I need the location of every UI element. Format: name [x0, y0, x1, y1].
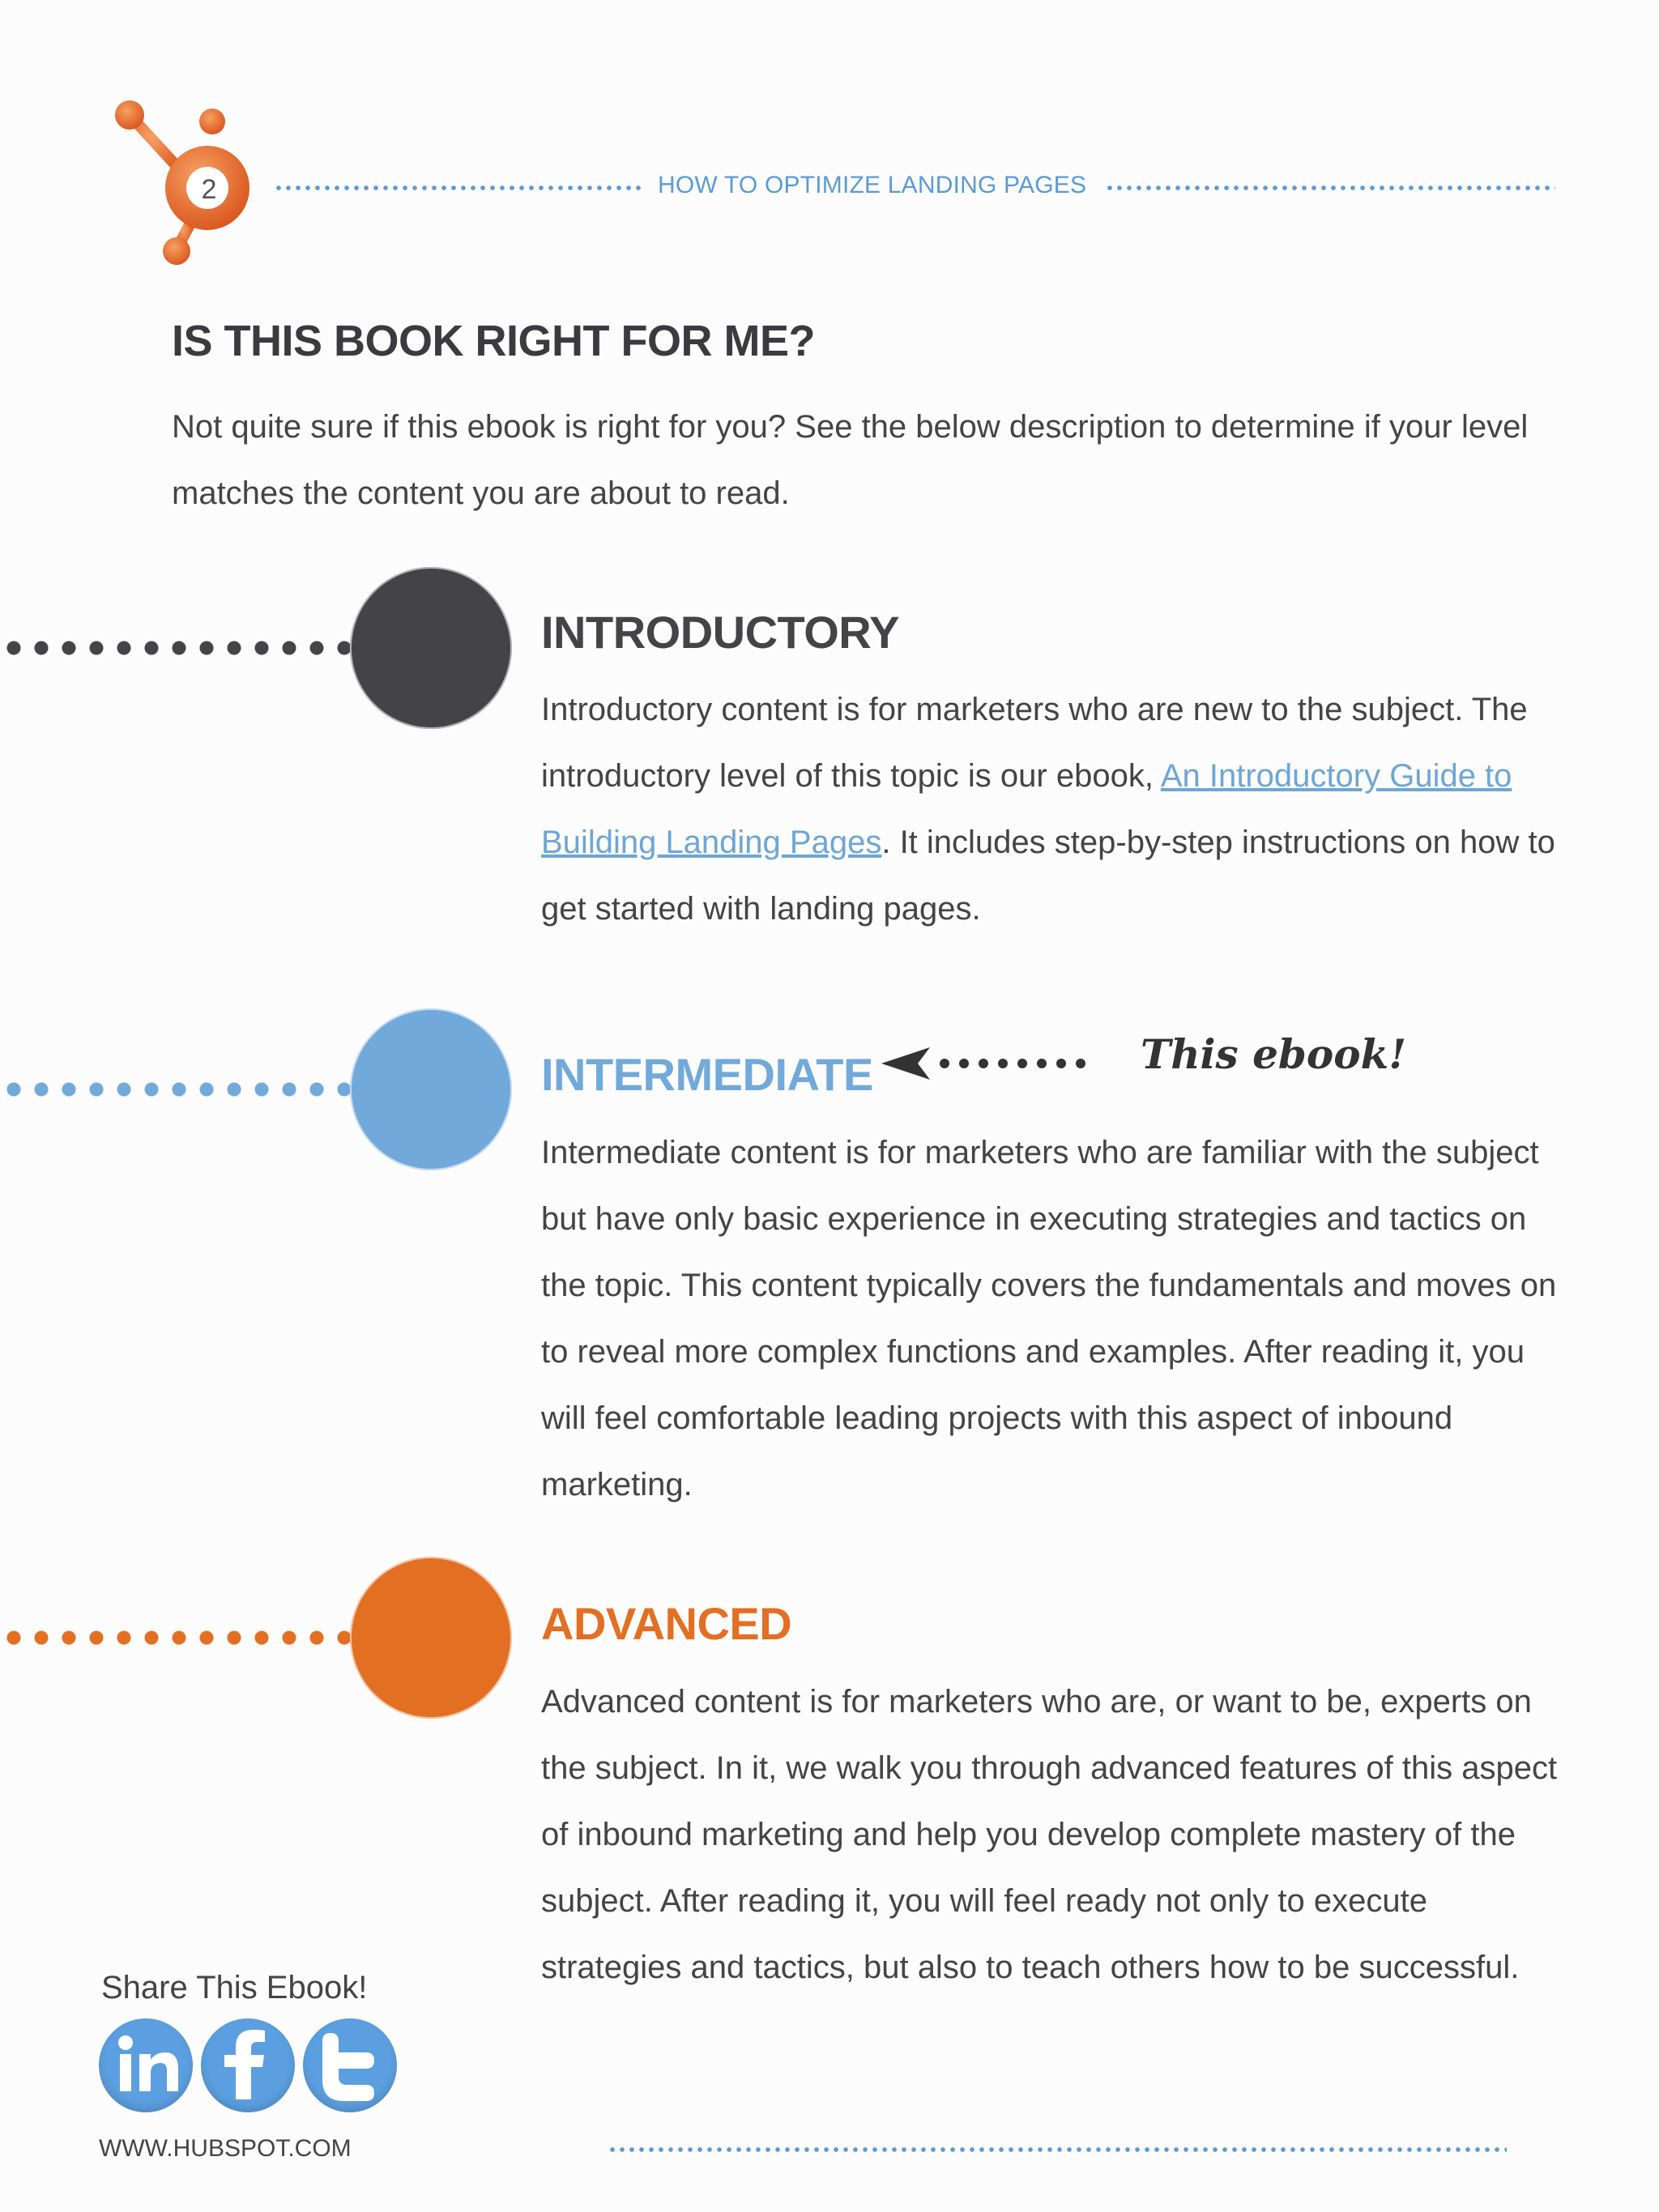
introductory-guide-link[interactable]: An Introductory Guide to Building Landing Pages: [541, 758, 1512, 860]
introductory-circle-icon: [350, 567, 512, 729]
footer-dotted-rule: [608, 2146, 1507, 2153]
arrow-left-icon: [881, 1043, 1108, 1084]
twitter-icon[interactable]: [303, 2018, 397, 2112]
page-number: 2: [201, 174, 217, 205]
header-dotted-rule-left: [274, 185, 643, 191]
share-label: Share This Ebook!: [101, 1970, 368, 2005]
advanced-paragraph: Advanced content is for marketers who are, or want to be, experts on the subject. In it, we walk you through advanced features of this aspect of inbound marketing and help you develop complete mastery of the subject. After reading it, you will feel ready not only to execute strategies and tactics, but also to teach others how to be successful.: [541, 1684, 1558, 1985]
introductory-text-before-link: Introductory content is for marketers who are new to the subject. The introductory level of this topic is our ebook,: [541, 692, 1528, 794]
facebook-icon[interactable]: [201, 2018, 295, 2112]
section-heading: IS THIS BOOK RIGHT FOR ME?: [172, 317, 815, 365]
running-header-title: HOW TO OPTIMIZE LANDING PAGES: [658, 172, 1087, 198]
header-dotted-rule-right: [1105, 185, 1555, 191]
website-url[interactable]: WWW.HUBSPOT.COM: [99, 2135, 352, 2162]
this-ebook-note: This ebook!: [1141, 1030, 1407, 1078]
introductory-dotted-line: [0, 640, 350, 656]
advanced-title: ADVANCED: [541, 1598, 792, 1649]
advanced-circle-icon: [350, 1557, 512, 1719]
introductory-title: INTRODUCTORY: [541, 607, 899, 658]
hubspot-logo-icon: [105, 97, 267, 275]
intro-paragraph: Not quite sure if this ebook is right for you? See the below description to determine if your level matches the content you are about to read.: [172, 409, 1529, 511]
advanced-dotted-line: [0, 1630, 350, 1646]
intermediate-paragraph: Intermediate content is for marketers who are familiar with the subject but have only basic experience in executing strategies and tactics on the topic. This content typically covers the fundamentals and moves on to reveal more complex functions and examples. After reading it, you will feel comfortable leading projects with this aspect of inbound marketing.: [541, 1135, 1557, 1502]
intermediate-dotted-line: [0, 1081, 350, 1097]
introductory-paragraph: [541, 676, 1562, 942]
linkedin-icon[interactable]: [99, 2018, 193, 2112]
introductory-text-after-link: . It includes step-by-step instructions on how to get started with landing pages.: [541, 825, 1555, 927]
intermediate-circle-icon: [350, 1008, 512, 1170]
intermediate-title: INTERMEDIATE: [541, 1049, 873, 1100]
